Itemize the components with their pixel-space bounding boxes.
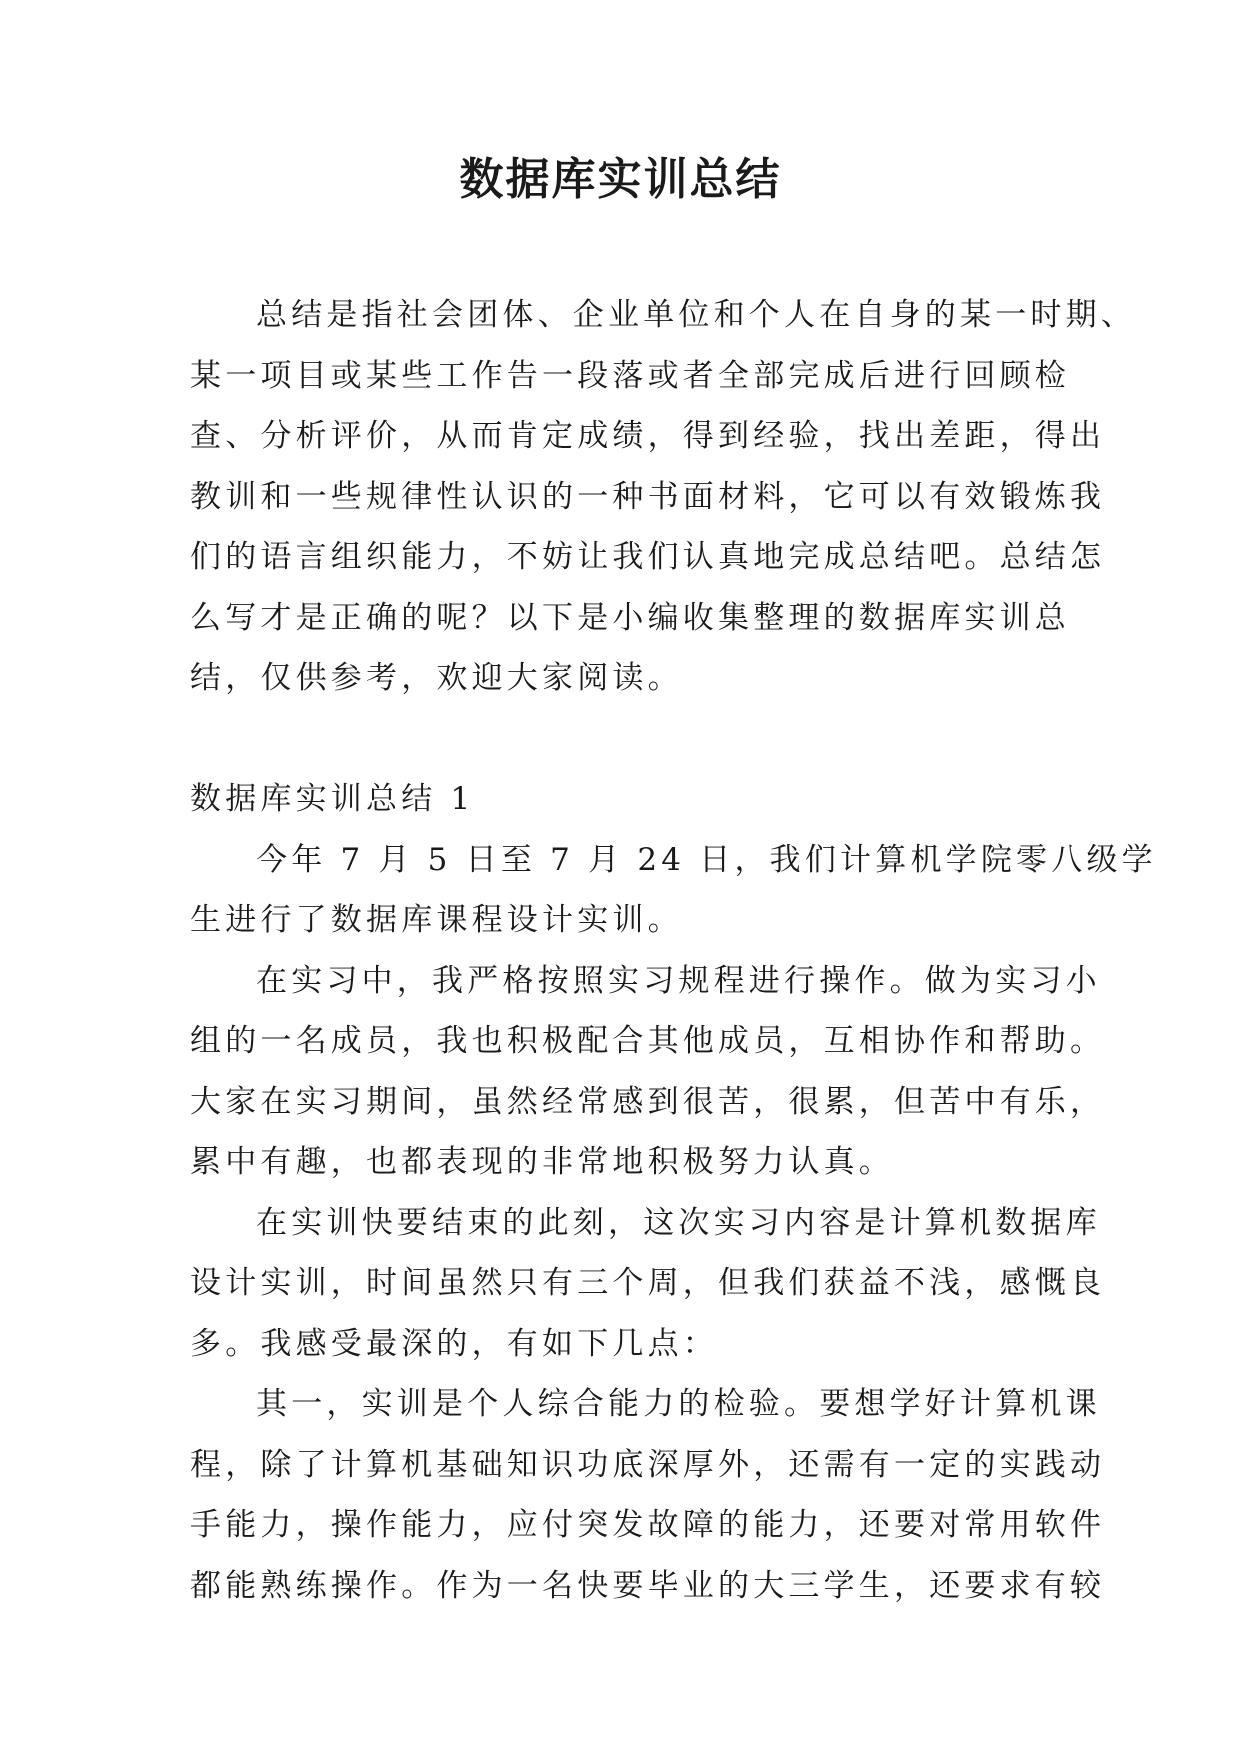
paragraph-line: 其一，实训是个人综合能力的检验。要想学好计算机课 xyxy=(256,1386,1101,1422)
paragraph xyxy=(190,951,1106,1193)
document-body xyxy=(190,285,1157,1616)
paragraph-line: 大家在实习期间，虽然经常感到很苦，很累，但苦中有乐， xyxy=(190,1083,1106,1120)
paragraph-line: 都能熟练操作。作为一名快要毕业的大三学生，还要求有较 xyxy=(190,1567,1106,1604)
paragraph-line: 们的语言组织能力，不妨让我们认真地完成总结吧。总结怎 xyxy=(190,539,1106,575)
paragraph xyxy=(190,830,1157,951)
paragraph-spacer xyxy=(190,709,1050,770)
paragraph-line: 在实习中，我严格按照实习规程进行操作。做为实习小 xyxy=(256,962,1101,999)
paragraph-line: 教训和一些规律性认识的一种书面材料，它可以有效锻炼我 xyxy=(190,478,1106,515)
paragraph-line: 组的一名成员，我也积极配合其他成员，互相协作和帮助。 xyxy=(190,1023,1106,1059)
paragraph-line: 某一项目或某些工作告一段落或者全部完成后进行回顾检 xyxy=(190,357,1070,394)
paragraph-line: 设计实训，时间虽然只有三个周，但我们获益不浅，感慨良 xyxy=(190,1265,1106,1301)
paragraph-line: 多。我感受最深的，有如下几点： xyxy=(190,1325,718,1362)
paragraph-line: 生进行了数据库课程设计实训。 xyxy=(190,902,683,938)
paragraph-line: 总结是指社会团体、企业单位和个人在自身的某一时期、 xyxy=(256,297,1136,333)
paragraph-line: 今年 7 月 5 日至 7 月 24 日，我们计算机学院零八级学 xyxy=(256,841,1157,878)
paragraph-line: 么写才是正确的呢？以下是小编收集整理的数据库实训总 xyxy=(190,599,1070,636)
paragraph-line: 累中有趣，也都表现的非常地积极努力认真。 xyxy=(190,1144,894,1180)
section-heading: 数据库实训总结 1 xyxy=(190,781,475,817)
paragraph-line: 在实训快要结束的此刻，这次实习内容是计算机数据库 xyxy=(256,1204,1101,1241)
paragraph xyxy=(190,1193,1106,1375)
intro-paragraph xyxy=(190,285,1136,709)
paragraph-line: 查、分析评价，从而肯定成绩，得到经验，找出差距，得出 xyxy=(190,418,1106,454)
paragraph-line: 手能力，操作能力，应付突发故障的能力，还要对常用软件 xyxy=(190,1507,1106,1543)
paragraph xyxy=(190,1374,1106,1616)
paragraph-line: 结，仅供参考，欢迎大家阅读。 xyxy=(190,660,683,696)
paragraph-line: 程，除了计算机基础知识功底深厚外，还需有一定的实践动 xyxy=(190,1446,1106,1483)
document-title: 数据库实训总结 xyxy=(459,154,782,205)
